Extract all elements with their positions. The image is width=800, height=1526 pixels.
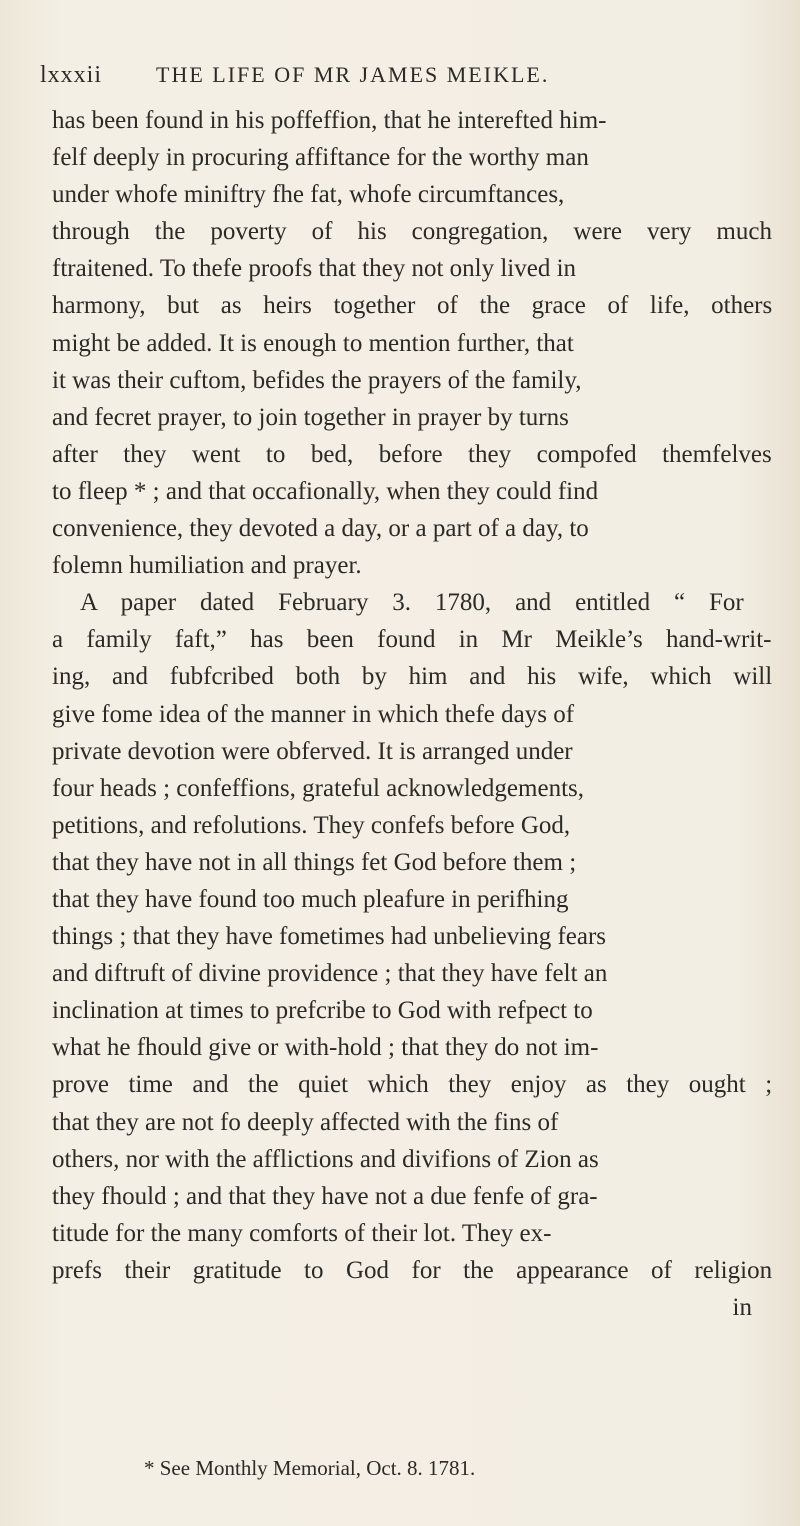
text-line: they fhould ; and that they have not a due fenfe of gra- [52, 1182, 598, 1210]
text-line: that they are not fo deeply affected with the fins of [52, 1108, 559, 1136]
page-header [40, 62, 740, 102]
text-line: that they have not in all things fet God before them ; [52, 848, 577, 876]
text-line: others, nor with the afflictions and divifions of Zion as [52, 1145, 599, 1173]
text-line: has been found in his poffeffion, that he interefted him- [52, 107, 607, 134]
text-line: it was their cuftom, befides the prayers of the family, [52, 366, 582, 394]
text-line: things ; that they have fometimes had unbelieving fears [52, 923, 607, 951]
text-line: A paper dated February 3. 1780, and entitled “ For [80, 589, 744, 617]
text-line: prefs their gratitude to God for the appearance of religion [52, 1256, 773, 1284]
text-line: ing, and fubfcribed both by him and his wife, which will [52, 663, 773, 691]
footnote: * See Monthly Memorial, Oct. 8. 1781. [144, 1456, 476, 1480]
text-line: four heads ; confeffions, grateful acknowledgements, [52, 774, 584, 802]
text-line: harmony, but as heirs together of the grace of life, others [52, 292, 773, 320]
text-line: under whofe miniftry fhe fat, whofe circumftances, [52, 181, 565, 209]
text-line: ftraitened. To thefe proofs that they not only lived in [52, 255, 577, 283]
text-line: folemn humiliation and prayer. [52, 552, 362, 580]
page-number: lxxxii [40, 62, 103, 88]
text-line: might be added. It is enough to mention further, that [52, 329, 574, 357]
text-line: inclination at times to prefcribe to God with refpect to [52, 997, 593, 1025]
text-line: in [732, 1294, 752, 1321]
text-line: and diftruft of divine providence ; that they have felt an [52, 960, 608, 988]
text-line: what he fhould give or with-hold ; that they do not im- [52, 1034, 599, 1062]
text-line: through the poverty of his congregation, were very much [52, 218, 772, 246]
text-line: that they have found too much pleafure in perifhing [52, 885, 569, 913]
text-line: after they went to bed, before they compofed themfelves [52, 440, 772, 468]
text-line: give fome idea of the manner in which thefe days of [52, 700, 575, 728]
text-line: to fleep * ; and that occafionally, when they could find [52, 477, 599, 505]
text-line: and fecret prayer, to join together in prayer by turns [52, 403, 569, 431]
text-line: titude for the many comforts of their lot. They ex- [52, 1219, 552, 1247]
body-text [52, 102, 792, 1326]
text-line: convenience, they devoted a day, or a part of a day, to [52, 515, 589, 543]
text-line: a family faft,” has been found in Mr Meikle’s hand-writ- [52, 626, 772, 654]
text-line: felf deeply in procuring affiftance for the worthy man [52, 144, 589, 172]
running-head: THE LIFE OF MR JAMES MEIKLE. [156, 62, 550, 87]
text-line: prove time and the quiet which they enjoy as they ought ; [52, 1071, 773, 1099]
text-line: petitions, and refolutions. They confefs before God, [52, 811, 571, 839]
text-line: private devotion were obferved. It is arranged under [52, 737, 573, 765]
